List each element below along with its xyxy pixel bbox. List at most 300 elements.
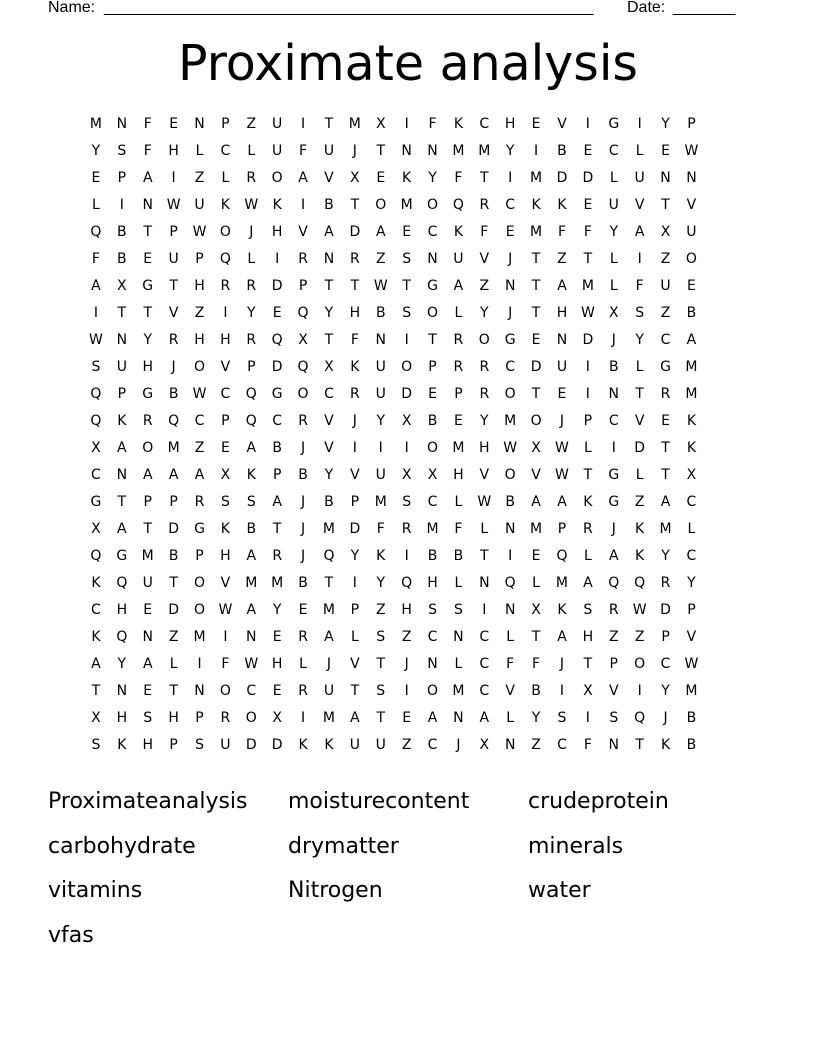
grid-letter[interactable]: A <box>583 575 593 591</box>
grid-letter[interactable]: Z <box>634 629 645 645</box>
grid-letter[interactable]: Q <box>245 413 257 429</box>
grid-letter[interactable]: E <box>505 224 515 240</box>
grid-letter[interactable]: R <box>583 521 593 537</box>
grid-letter[interactable]: A <box>117 440 127 456</box>
grid-letter[interactable]: Q <box>634 575 646 591</box>
grid-letter[interactable]: W <box>477 494 492 510</box>
grid-letter[interactable]: P <box>195 548 204 564</box>
grid-letter[interactable]: R <box>220 710 231 726</box>
grid-letter[interactable]: F <box>350 332 359 348</box>
grid-letter[interactable]: S <box>583 602 593 618</box>
grid-letter[interactable]: B <box>505 494 515 510</box>
grid-letter[interactable]: Y <box>143 332 152 348</box>
grid-letter[interactable]: P <box>221 413 230 429</box>
grid-letter[interactable]: B <box>608 359 619 375</box>
grid-letter[interactable]: A <box>324 224 334 240</box>
grid-letter[interactable]: I <box>223 305 228 321</box>
grid-letter[interactable]: A <box>91 278 101 294</box>
grid-letter[interactable]: A <box>375 224 386 240</box>
grid-letter[interactable]: N <box>504 737 516 753</box>
grid-letter[interactable]: Z <box>194 305 205 321</box>
grid-letter[interactable]: D <box>349 224 361 240</box>
grid-letter[interactable]: Z <box>660 305 671 321</box>
grid-letter[interactable]: D <box>245 737 257 753</box>
grid-letter[interactable]: U <box>556 359 568 375</box>
grid-letter[interactable]: M <box>659 521 672 537</box>
grid-letter[interactable]: P <box>687 116 696 132</box>
grid-letter[interactable]: I <box>508 170 513 186</box>
grid-letter[interactable]: K <box>583 494 593 510</box>
grid-letter[interactable]: I <box>404 683 409 699</box>
grid-letter[interactable]: E <box>298 602 308 618</box>
grid-letter[interactable]: T <box>143 305 152 321</box>
grid-letter[interactable]: N <box>504 602 516 618</box>
grid-letter[interactable]: I <box>93 305 99 321</box>
grid-letter[interactable]: B <box>298 467 308 483</box>
grid-letter[interactable]: N <box>453 710 464 726</box>
grid-letter[interactable]: F <box>299 143 308 159</box>
grid-letter[interactable]: N <box>194 683 205 699</box>
grid-letter[interactable]: N <box>608 386 619 402</box>
grid-letter[interactable]: Q <box>168 413 180 429</box>
grid-letter[interactable]: S <box>635 305 645 321</box>
grid-letter[interactable]: Z <box>479 278 490 294</box>
grid-letter[interactable]: N <box>556 332 568 348</box>
grid-letter[interactable]: M <box>685 683 698 699</box>
grid-letter[interactable]: A <box>634 224 645 240</box>
grid-letter[interactable]: K <box>298 737 308 753</box>
grid-letter[interactable]: B <box>324 197 334 213</box>
grid-letter[interactable]: S <box>143 710 153 726</box>
grid-letter[interactable]: E <box>272 305 282 321</box>
grid-letter[interactable]: F <box>221 656 230 672</box>
grid-letter[interactable]: P <box>195 251 204 267</box>
grid-letter[interactable]: E <box>91 170 101 186</box>
grid-letter[interactable]: L <box>480 521 489 537</box>
grid-letter[interactable]: M <box>348 116 361 132</box>
grid-letter[interactable]: W <box>244 656 259 672</box>
grid-letter[interactable]: U <box>608 197 619 213</box>
grid-letter[interactable]: W <box>555 467 569 483</box>
grid-letter[interactable]: S <box>91 737 101 753</box>
grid-letter[interactable]: Y <box>350 548 360 564</box>
grid-letter[interactable]: T <box>143 521 152 537</box>
grid-letter[interactable]: V <box>298 224 308 240</box>
grid-letter[interactable]: Q <box>271 332 283 348</box>
grid-letter[interactable]: R <box>168 332 179 348</box>
grid-letter[interactable]: C <box>479 629 490 645</box>
grid-letter[interactable]: M <box>555 575 569 591</box>
grid-letter[interactable]: Q <box>245 386 257 402</box>
grid-letter[interactable]: N <box>453 629 464 645</box>
grid-letter[interactable]: Y <box>661 116 670 132</box>
grid-letter[interactable]: V <box>220 359 231 375</box>
grid-letter[interactable]: F <box>91 251 100 267</box>
grid-letter[interactable]: H <box>556 305 568 321</box>
grid-letter[interactable]: O <box>193 575 206 591</box>
grid-letter[interactable]: K <box>402 170 412 186</box>
grid-letter[interactable]: P <box>557 521 567 537</box>
grid-letter[interactable]: S <box>246 494 256 510</box>
grid-letter[interactable]: P <box>687 602 696 618</box>
grid-letter[interactable]: B <box>168 386 179 402</box>
grid-letter[interactable]: B <box>117 224 127 240</box>
grid-letter[interactable]: F <box>454 170 463 186</box>
grid-letter[interactable]: S <box>402 494 412 510</box>
grid-letter[interactable]: Y <box>505 143 515 159</box>
grid-letter[interactable]: M <box>452 683 465 699</box>
grid-letter[interactable]: O <box>634 656 646 672</box>
grid-letter[interactable]: F <box>454 521 463 537</box>
grid-letter[interactable]: C <box>505 359 516 375</box>
grid-letter[interactable]: T <box>428 332 437 348</box>
grid-letter[interactable]: I <box>378 440 383 456</box>
grid-letter[interactable]: A <box>660 494 671 510</box>
grid-letter[interactable]: V <box>168 305 179 321</box>
grid-letter[interactable]: A <box>246 440 257 456</box>
grid-letter[interactable]: C <box>427 629 438 645</box>
grid-letter[interactable]: X <box>583 683 593 699</box>
grid-letter[interactable]: U <box>323 683 335 699</box>
grid-letter[interactable]: Y <box>376 413 386 429</box>
grid-letter[interactable]: V <box>634 197 645 213</box>
grid-letter[interactable]: Y <box>324 305 334 321</box>
grid-letter[interactable]: Q <box>556 548 568 564</box>
grid-letter[interactable]: Q <box>219 251 231 267</box>
grid-letter[interactable]: M <box>426 521 439 537</box>
grid-letter[interactable]: A <box>557 629 567 645</box>
grid-letter[interactable]: F <box>506 656 515 672</box>
grid-letter[interactable]: C <box>608 143 619 159</box>
grid-letter[interactable]: B <box>246 521 257 537</box>
grid-letter[interactable]: E <box>376 170 386 186</box>
grid-letter[interactable]: Q <box>90 224 102 240</box>
grid-letter[interactable]: P <box>609 656 618 672</box>
grid-letter[interactable]: K <box>220 197 230 213</box>
grid-letter[interactable]: M <box>400 197 413 213</box>
grid-letter[interactable]: V <box>324 440 334 456</box>
grid-letter[interactable]: N <box>323 251 335 267</box>
grid-letter[interactable]: J <box>301 440 306 456</box>
grid-letter[interactable]: Q <box>323 548 335 564</box>
grid-letter[interactable]: L <box>635 143 644 159</box>
grid-letter[interactable]: X <box>350 170 360 186</box>
grid-letter[interactable]: P <box>661 629 670 645</box>
grid-letter[interactable]: C <box>686 494 697 510</box>
grid-letter[interactable]: R <box>298 629 308 645</box>
grid-letter[interactable]: J <box>249 224 254 240</box>
grid-letter[interactable]: J <box>508 305 513 321</box>
grid-letter[interactable]: A <box>246 602 257 618</box>
grid-letter[interactable]: U <box>168 251 179 267</box>
grid-letter[interactable]: I <box>404 548 409 564</box>
grid-letter[interactable]: J <box>171 359 176 375</box>
grid-letter[interactable]: M <box>504 413 517 429</box>
grid-letter[interactable]: Q <box>90 413 102 429</box>
grid-letter[interactable]: C <box>324 386 334 402</box>
grid-letter[interactable]: A <box>142 467 153 483</box>
grid-letter[interactable]: N <box>427 251 438 267</box>
grid-letter[interactable]: H <box>220 548 231 564</box>
grid-letter[interactable]: Y <box>376 575 386 591</box>
grid-letter[interactable]: C <box>246 683 257 699</box>
grid-letter[interactable]: T <box>635 737 644 753</box>
grid-letter[interactable]: W <box>89 332 103 348</box>
grid-letter[interactable]: N <box>116 332 128 348</box>
grid-letter[interactable]: I <box>585 386 590 402</box>
grid-letter[interactable]: V <box>350 467 360 483</box>
grid-letter[interactable]: T <box>272 521 282 537</box>
grid-letter[interactable]: O <box>219 683 231 699</box>
grid-letter[interactable]: H <box>168 710 179 726</box>
grid-letter[interactable]: L <box>299 656 307 672</box>
grid-letter[interactable]: Q <box>401 575 413 591</box>
grid-letter[interactable]: I <box>482 602 487 618</box>
grid-letter[interactable]: K <box>91 575 101 591</box>
grid-letter[interactable]: Z <box>557 251 567 267</box>
grid-letter[interactable]: K <box>531 197 541 213</box>
grid-letter[interactable]: N <box>116 683 128 699</box>
grid-letter[interactable]: T <box>324 278 334 294</box>
grid-letter[interactable]: E <box>583 197 593 213</box>
grid-letter[interactable]: I <box>301 197 306 213</box>
grid-letter[interactable]: Q <box>297 359 309 375</box>
grid-letter[interactable]: N <box>142 629 153 645</box>
grid-letter[interactable]: O <box>245 710 257 726</box>
grid-letter[interactable]: Q <box>608 575 620 591</box>
grid-letter[interactable]: N <box>142 197 153 213</box>
grid-letter[interactable]: H <box>142 359 153 375</box>
grid-letter[interactable]: O <box>427 305 439 321</box>
grid-letter[interactable]: R <box>349 251 360 267</box>
grid-letter[interactable]: H <box>453 467 464 483</box>
grid-letter[interactable]: P <box>117 170 127 186</box>
grid-letter[interactable]: U <box>116 359 127 375</box>
grid-letter[interactable]: T <box>376 656 386 672</box>
grid-letter[interactable]: P <box>221 116 230 132</box>
grid-letter[interactable]: J <box>301 521 306 537</box>
grid-letter[interactable]: D <box>271 737 283 753</box>
grid-letter[interactable]: V <box>479 467 490 483</box>
grid-letter[interactable]: O <box>427 197 439 213</box>
grid-letter[interactable]: I <box>585 116 590 132</box>
grid-letter[interactable]: L <box>195 143 204 159</box>
grid-letter[interactable]: C <box>479 116 490 132</box>
grid-letter[interactable]: B <box>686 305 697 321</box>
grid-letter[interactable]: T <box>661 197 670 213</box>
grid-letter[interactable]: E <box>402 224 412 240</box>
grid-letter[interactable]: Y <box>609 224 619 240</box>
grid-letter[interactable]: V <box>505 683 515 699</box>
grid-letter[interactable]: U <box>375 386 386 402</box>
grid-letter[interactable]: K <box>376 548 386 564</box>
grid-letter[interactable]: A <box>298 170 308 186</box>
grid-letter[interactable]: K <box>91 629 101 645</box>
grid-letter[interactable]: T <box>143 224 152 240</box>
grid-letter[interactable]: V <box>557 116 567 132</box>
grid-letter[interactable]: K <box>635 521 645 537</box>
grid-letter[interactable]: Z <box>375 251 386 267</box>
grid-letter[interactable]: D <box>634 440 646 456</box>
grid-letter[interactable]: H <box>220 332 231 348</box>
grid-letter[interactable]: M <box>530 170 543 186</box>
grid-letter[interactable]: Y <box>531 710 541 726</box>
grid-letter[interactable]: P <box>454 386 463 402</box>
grid-letter[interactable]: D <box>349 521 361 537</box>
grid-letter[interactable]: O <box>401 359 413 375</box>
grid-letter[interactable]: D <box>168 602 179 618</box>
grid-letter[interactable]: Q <box>634 710 646 726</box>
grid-letter[interactable]: M <box>452 143 465 159</box>
grid-letter[interactable]: T <box>583 251 593 267</box>
grid-letter[interactable]: X <box>91 440 101 456</box>
grid-letter[interactable]: S <box>428 602 437 618</box>
grid-letter[interactable]: W <box>632 602 647 618</box>
grid-letter[interactable]: A <box>142 170 153 186</box>
grid-letter[interactable]: A <box>427 710 438 726</box>
grid-letter[interactable]: G <box>608 116 620 132</box>
grid-letter[interactable]: O <box>530 413 542 429</box>
grid-letter[interactable]: E <box>272 683 282 699</box>
grid-letter[interactable]: C <box>660 656 671 672</box>
grid-letter[interactable]: U <box>272 116 283 132</box>
grid-letter[interactable]: L <box>221 170 230 186</box>
grid-letter[interactable]: V <box>324 413 334 429</box>
grid-letter[interactable]: Y <box>428 170 437 186</box>
grid-letter[interactable]: O <box>427 683 439 699</box>
grid-letter[interactable]: Z <box>401 737 412 753</box>
grid-letter[interactable]: M <box>89 116 102 132</box>
grid-letter[interactable]: H <box>401 602 412 618</box>
grid-letter[interactable]: H <box>116 710 128 726</box>
grid-letter[interactable]: K <box>246 467 256 483</box>
grid-letter[interactable]: N <box>608 737 619 753</box>
grid-letter[interactable]: J <box>559 656 565 672</box>
grid-letter[interactable]: M <box>478 143 491 159</box>
grid-letter[interactable]: E <box>531 332 541 348</box>
grid-letter[interactable]: G <box>608 494 620 510</box>
grid-letter[interactable]: L <box>454 494 463 510</box>
grid-letter[interactable]: B <box>531 683 541 699</box>
grid-letter[interactable]: V <box>686 197 697 213</box>
grid-letter[interactable]: J <box>663 710 668 726</box>
grid-letter[interactable]: O <box>685 251 697 267</box>
grid-letter[interactable]: W <box>192 224 207 240</box>
grid-letter[interactable]: N <box>504 278 516 294</box>
grid-letter[interactable]: R <box>298 251 308 267</box>
grid-letter[interactable]: X <box>220 467 231 483</box>
grid-letter[interactable]: I <box>404 440 409 456</box>
grid-letter[interactable]: H <box>427 575 438 591</box>
grid-letter[interactable]: T <box>661 440 670 456</box>
grid-letter[interactable]: E <box>272 629 282 645</box>
name-blank-line[interactable]: _______________________________________________________ <box>104 0 594 16</box>
grid-letter[interactable]: C <box>608 413 619 429</box>
grid-letter[interactable]: V <box>686 629 697 645</box>
grid-letter[interactable]: U <box>142 575 153 591</box>
grid-letter[interactable]: I <box>352 575 357 591</box>
grid-letter[interactable]: K <box>635 548 645 564</box>
grid-letter[interactable]: X <box>375 116 386 132</box>
grid-letter[interactable]: Y <box>687 575 696 591</box>
grid-letter[interactable]: R <box>479 197 490 213</box>
grid-letter[interactable]: A <box>479 710 490 726</box>
grid-letter[interactable]: J <box>611 521 616 537</box>
grid-letter[interactable]: U <box>453 251 464 267</box>
grid-letter[interactable]: M <box>374 494 387 510</box>
grid-letter[interactable]: K <box>350 359 360 375</box>
grid-letter[interactable]: W <box>684 143 699 159</box>
grid-letter[interactable]: X <box>91 710 101 726</box>
grid-letter[interactable]: V <box>479 251 490 267</box>
grid-letter[interactable]: A <box>246 548 257 564</box>
grid-letter[interactable]: L <box>687 521 696 537</box>
grid-letter[interactable]: X <box>324 359 334 375</box>
grid-letter[interactable]: K <box>686 440 697 456</box>
grid-letter[interactable]: X <box>401 467 412 483</box>
grid-letter[interactable]: Q <box>116 575 128 591</box>
grid-letter[interactable]: T <box>169 278 178 294</box>
grid-letter[interactable]: L <box>635 467 644 483</box>
grid-letter[interactable]: H <box>194 332 205 348</box>
grid-letter[interactable]: W <box>218 602 233 618</box>
grid-letter[interactable]: T <box>531 386 541 402</box>
grid-letter[interactable]: M <box>322 710 335 726</box>
grid-letter[interactable]: R <box>453 332 464 348</box>
grid-letter[interactable]: E <box>453 413 463 429</box>
grid-letter[interactable]: Y <box>661 683 670 699</box>
grid-letter[interactable]: D <box>401 386 413 402</box>
grid-letter[interactable]: B <box>324 494 334 510</box>
grid-letter[interactable]: K <box>324 737 334 753</box>
grid-letter[interactable]: N <box>504 521 516 537</box>
grid-letter[interactable]: T <box>350 197 360 213</box>
grid-letter[interactable]: U <box>323 143 335 159</box>
grid-letter[interactable]: O <box>375 197 387 213</box>
grid-letter[interactable]: J <box>352 413 357 429</box>
grid-letter[interactable]: D <box>530 359 542 375</box>
grid-letter[interactable]: Y <box>480 413 489 429</box>
grid-letter[interactable]: H <box>479 440 490 456</box>
grid-letter[interactable]: T <box>583 467 593 483</box>
grid-letter[interactable]: O <box>504 386 516 402</box>
grid-letter[interactable]: H <box>142 737 153 753</box>
grid-letter[interactable]: G <box>194 521 205 537</box>
grid-letter[interactable]: I <box>534 143 539 159</box>
grid-letter[interactable]: E <box>661 143 670 159</box>
grid-letter[interactable]: L <box>609 278 618 294</box>
grid-letter[interactable]: I <box>171 170 176 186</box>
grid-letter[interactable]: B <box>168 548 179 564</box>
grid-letter[interactable]: C <box>660 332 671 348</box>
grid-letter[interactable]: T <box>324 575 334 591</box>
grid-letter[interactable]: U <box>375 467 386 483</box>
grid-letter[interactable]: L <box>506 710 515 726</box>
grid-letter[interactable]: A <box>453 278 464 294</box>
grid-letter[interactable]: H <box>582 629 594 645</box>
grid-letter[interactable]: R <box>479 359 490 375</box>
grid-letter[interactable]: Y <box>635 332 644 348</box>
grid-letter[interactable]: X <box>427 467 438 483</box>
grid-letter[interactable]: C <box>427 737 438 753</box>
grid-letter[interactable]: S <box>195 737 204 753</box>
grid-letter[interactable]: I <box>585 710 590 726</box>
grid-letter[interactable]: R <box>349 386 360 402</box>
grid-letter[interactable]: X <box>531 602 541 618</box>
grid-letter[interactable]: W <box>684 656 699 672</box>
grid-letter[interactable]: L <box>247 251 256 267</box>
grid-letter[interactable]: X <box>660 224 671 240</box>
